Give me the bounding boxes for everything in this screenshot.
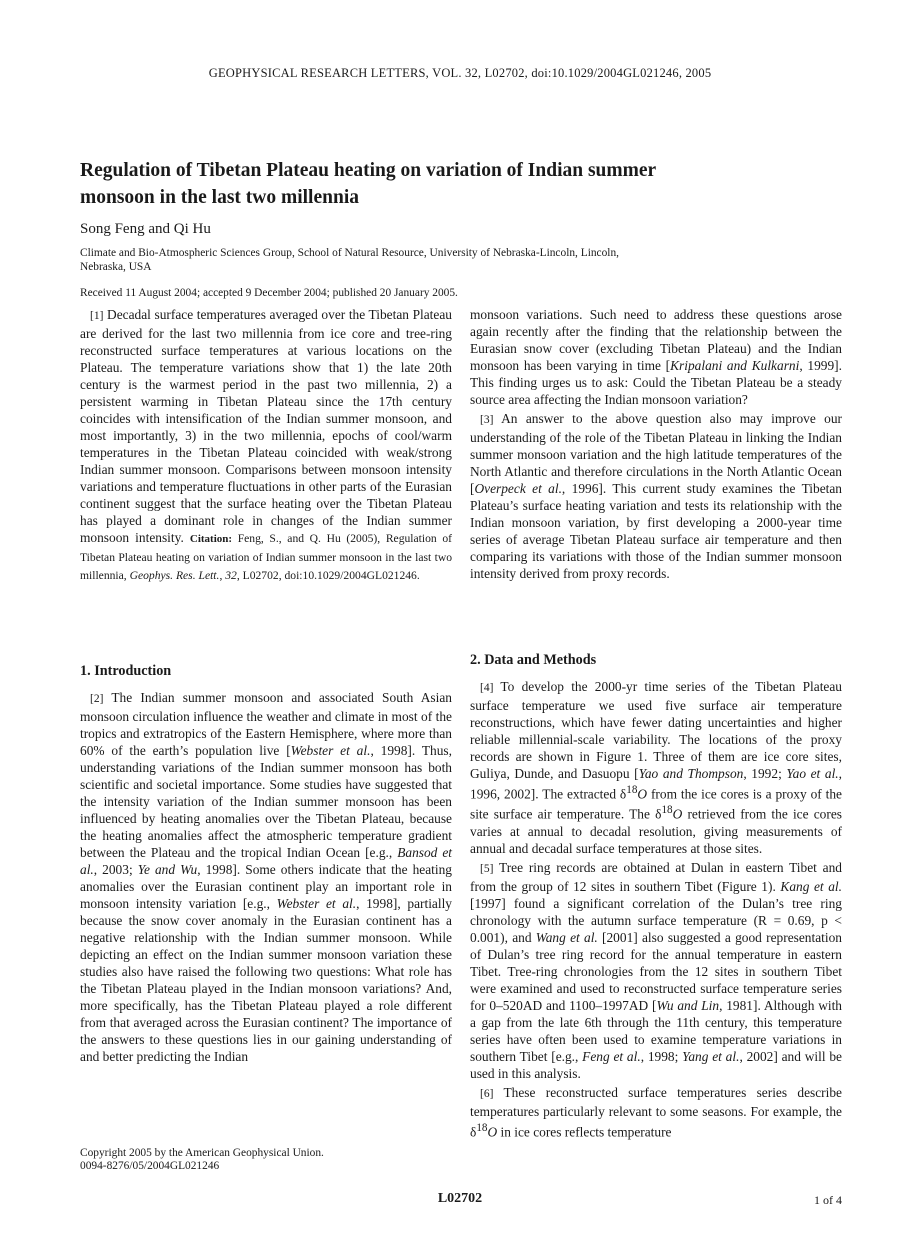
superscript: 18 xyxy=(476,1121,488,1134)
text: [2001] also suggested a good representation of Dulan’s tree ring record for the annual temperature in eastern Tibet. Tree-ring chronologies from the 12 sites in southern Tibet were examined and used to reconstructed surface temperature series for 0–520AD and 1100–1997AD [ xyxy=(470,929,842,1013)
reference: Webster et al. xyxy=(290,743,371,758)
page-number: 1 of 4 xyxy=(814,1193,842,1207)
authors: Song Feng and Qi Hu xyxy=(80,221,211,237)
symbol: O xyxy=(672,806,683,822)
text: retrieved from the ice cores varies at annual to decadal resolution, giving measurements of annual and decadal surface temperatures at those sites. xyxy=(470,806,842,856)
text: , 1996]. This current study examines the Tibetan Plateau’s surface heating variation and tests its relationship with the Indian monsoon variation, by first developing a 2000-year time series of average Tibetan Plateau surface air temperature and then comparing its variations with those of the Indian summer monsoon intensity derived from proxy records. xyxy=(470,481,842,581)
text: , 1996, 2002]. The extracted δ xyxy=(470,766,842,802)
paragraph-number: [5] xyxy=(480,862,494,875)
paragraph-4 xyxy=(470,678,842,857)
reference: Overpeck et al. xyxy=(474,481,562,496)
paragraph-number: [4] xyxy=(480,682,494,694)
paragraph-2 xyxy=(80,689,452,1065)
paragraph-number: [1] xyxy=(90,310,104,322)
abstract xyxy=(80,306,452,584)
reference: Kang et al. xyxy=(780,878,842,894)
text: , 1981]. Although with a gap from the late 6th through the 11th century, this temperature series have often been used to examine temperature variations in southern Tibet [e.g., xyxy=(470,997,843,1064)
citation-volume: 32 xyxy=(225,569,237,582)
citation-doi: , L02702, doi:10.1029/2004GL021246. xyxy=(236,569,420,582)
text: , 1998]. Thus, understanding variations of the Indian summer monsoon has both scientific and societal importance. Some studies have suggested that the intensity variation of the Indian summer monsoon has been influenced by heating anomalies over the Tibetan Plateau, because the heating anomalies affect the atmospheric temperature gradient between the Plateau and the tropical Indian Ocean [e.g., xyxy=(80,743,452,860)
text: To develop the 2000-yr time series of the Tibetan Plateau surface temperature we used five surface air temperature reconstructions, which have fewer dating uncertainties and higher reliable millennial-scale variability. The locations of the proxy records are shown in Figure 1. Three of them are ice core sites, Guliya, Dunde, and Dasuopu [ xyxy=(470,679,842,781)
citation-journal: Geophys. Res. Lett. xyxy=(129,569,220,582)
reference: Wu and Lin xyxy=(656,997,720,1013)
text: , 1999]. This finding urges us to ask: Could the Tibetan Plateau be a steady source area affecting the Indian monsoon variation? xyxy=(470,358,842,407)
right-column-top xyxy=(470,306,842,582)
text: An answer to the above question also may improve our understanding of the role of the Tibetan Plateau in linking the Indian summer monsoon variation and the high latitude temperatures of the North Atlantic and therefore circulations in the North Atlantic Ocean [ xyxy=(470,411,843,496)
reference: Yao et al. xyxy=(786,766,839,781)
reference: Ye and Wu xyxy=(137,862,198,877)
text: , 1998], partially because the snow cover anomaly in the Eurasian continent has a negative relationship with the Indian summer monsoon. While depicting an effect on the Indian summer monsoon variation these studies also have raised the following two questions: What role has the Tibetan Plateau played in the Indian monsoon variations? And, more specifically, has the Tibetan Plateau played a role different from that averaged across the Eurasian continent? The importance of the answers to these questions lies in our gaining understanding of and better predicting the Indian xyxy=(80,896,452,1064)
text: in ice cores reflects temperature xyxy=(497,1124,672,1140)
section-heading-introduction: 1. Introduction xyxy=(80,663,172,679)
paragraph-continuation xyxy=(470,306,842,408)
paragraph-number: [3] xyxy=(480,414,494,426)
running-header: GEOPHYSICAL RESEARCH LETTERS, VOL. 32, L02702, doi:10.1029/2004GL021246, 2005 xyxy=(208,66,712,80)
reference: Yang et al. xyxy=(682,1048,740,1064)
affiliation-line-1: Climate and Bio-Atmospheric Sciences Group, School of Natural Resource, University of Nebraska-Lincoln, Lincoln, xyxy=(80,247,620,259)
affiliation xyxy=(80,246,720,274)
text: , 1992; xyxy=(743,766,787,781)
paragraph-number: [2] xyxy=(90,693,104,705)
citation-label: Citation: xyxy=(189,533,233,545)
reference: Wang et al. xyxy=(535,929,598,945)
reference: Webster et al. xyxy=(276,896,357,911)
paragraph-3 xyxy=(470,410,842,582)
issn-line: 0094-8276/05/2004GL021246 xyxy=(80,1160,220,1172)
section-heading-data-methods: 2. Data and Methods xyxy=(470,652,597,668)
text: , 1998]. Some others indicate that the heating anomalies over the Eurasian continent play an important role in monsoon intensity variation [e.g., xyxy=(80,862,452,911)
text: , 2003; xyxy=(93,862,138,877)
article-title xyxy=(80,157,780,211)
text: The Indian summer monsoon and associated South Asian monsoon circulation influence the weather and climate in most of the tropics and extratropics of the Eastern Hemisphere, where more than 60% of the earth’s population live [ xyxy=(80,690,452,758)
paragraph-5 xyxy=(470,859,842,1082)
symbol: O xyxy=(637,786,648,802)
text: [1997] found a significant correlation of the Dulan’s tree ring chronology with the autumn surface temperature (R = 0.69, p < 0.001), and xyxy=(470,895,842,945)
citation-text: Feng, S., and Q. Hu (2005), Regulation of Tibetan Plateau heating on variation of Indian summer monsoon in the last two millennia, xyxy=(80,532,452,582)
text: , 2002] and will be used in this analysis. xyxy=(470,1048,842,1081)
affiliation-line-2: Nebraska, USA xyxy=(80,261,152,273)
reference: Bansod et al. xyxy=(80,845,453,877)
superscript: 18 xyxy=(626,784,638,796)
text: monsoon variations. Such need to address these questions arose again recently after the finding that the relationship between the Eurasian snow cover (excluding Tibetan Plateau) and the Indian monsoon has been varying in time [ xyxy=(470,307,842,373)
article-code: L02702 xyxy=(437,1191,483,1206)
citation-separator: , xyxy=(219,569,226,582)
reference: Yao and Thompson xyxy=(638,766,744,781)
data-methods-body xyxy=(470,678,842,1140)
reference: Feng et al. xyxy=(582,1048,641,1064)
text: , 1998; xyxy=(640,1048,683,1064)
title-line-1: Regulation of Tibetan Plateau heating on variation of Indian summer xyxy=(80,160,657,181)
title-line-2: monsoon in the last two millennia xyxy=(80,187,359,208)
text: These reconstructed surface temperatures series describe temperatures particularly relevant to some seasons. For example, the δ xyxy=(470,1084,842,1140)
copyright-notice xyxy=(80,1147,324,1173)
abstract-paragraph xyxy=(80,306,452,584)
copyright-line: Copyright 2005 by the American Geophysical Union. xyxy=(80,1147,324,1159)
abstract-text: Decadal surface temperatures averaged over the Tibetan Plateau are derived for the last two millennia from ice core and tree-ring reconstructed surface temperatures at various locations on the Plateau. The temperature variations show that 1) the late 20th century is the warmest period in the past two millennia, 2) a persistent warming in Tibetan Plateau since the 17th century coincides with intensification of the Indian summer monsoon, and most importantly, 3) in the two millennia, epochs of cool/warm temperatures in the Tibetan Plateau coincided with weak/strong Indian summer monsoon. Comparisons between monsoon intensity variations and temperature fluctuations in other parts of the Eurasian continent suggest that the surface heating over the Tibetan Plateau has played a dominant role in changes of the Indian summer monsoon intensity. xyxy=(80,307,452,545)
received-dates: Received 11 August 2004; accepted 9 December 2004; published 20 January 2005. xyxy=(80,287,458,299)
reference: Kripalani and Kulkarni xyxy=(670,358,800,373)
paragraph-number: [6] xyxy=(480,1087,494,1100)
text: from the ice cores is a proxy of the site surface air temperature. The δ xyxy=(470,786,842,822)
text: Tree ring records are obtained at Dulan in eastern Tibet and from the group of 12 sites in southern Tibet (Figure 1). xyxy=(470,859,842,894)
superscript: 18 xyxy=(661,804,673,817)
paragraph-6 xyxy=(470,1084,842,1140)
introduction-body xyxy=(80,689,452,1065)
symbol: O xyxy=(487,1124,498,1140)
